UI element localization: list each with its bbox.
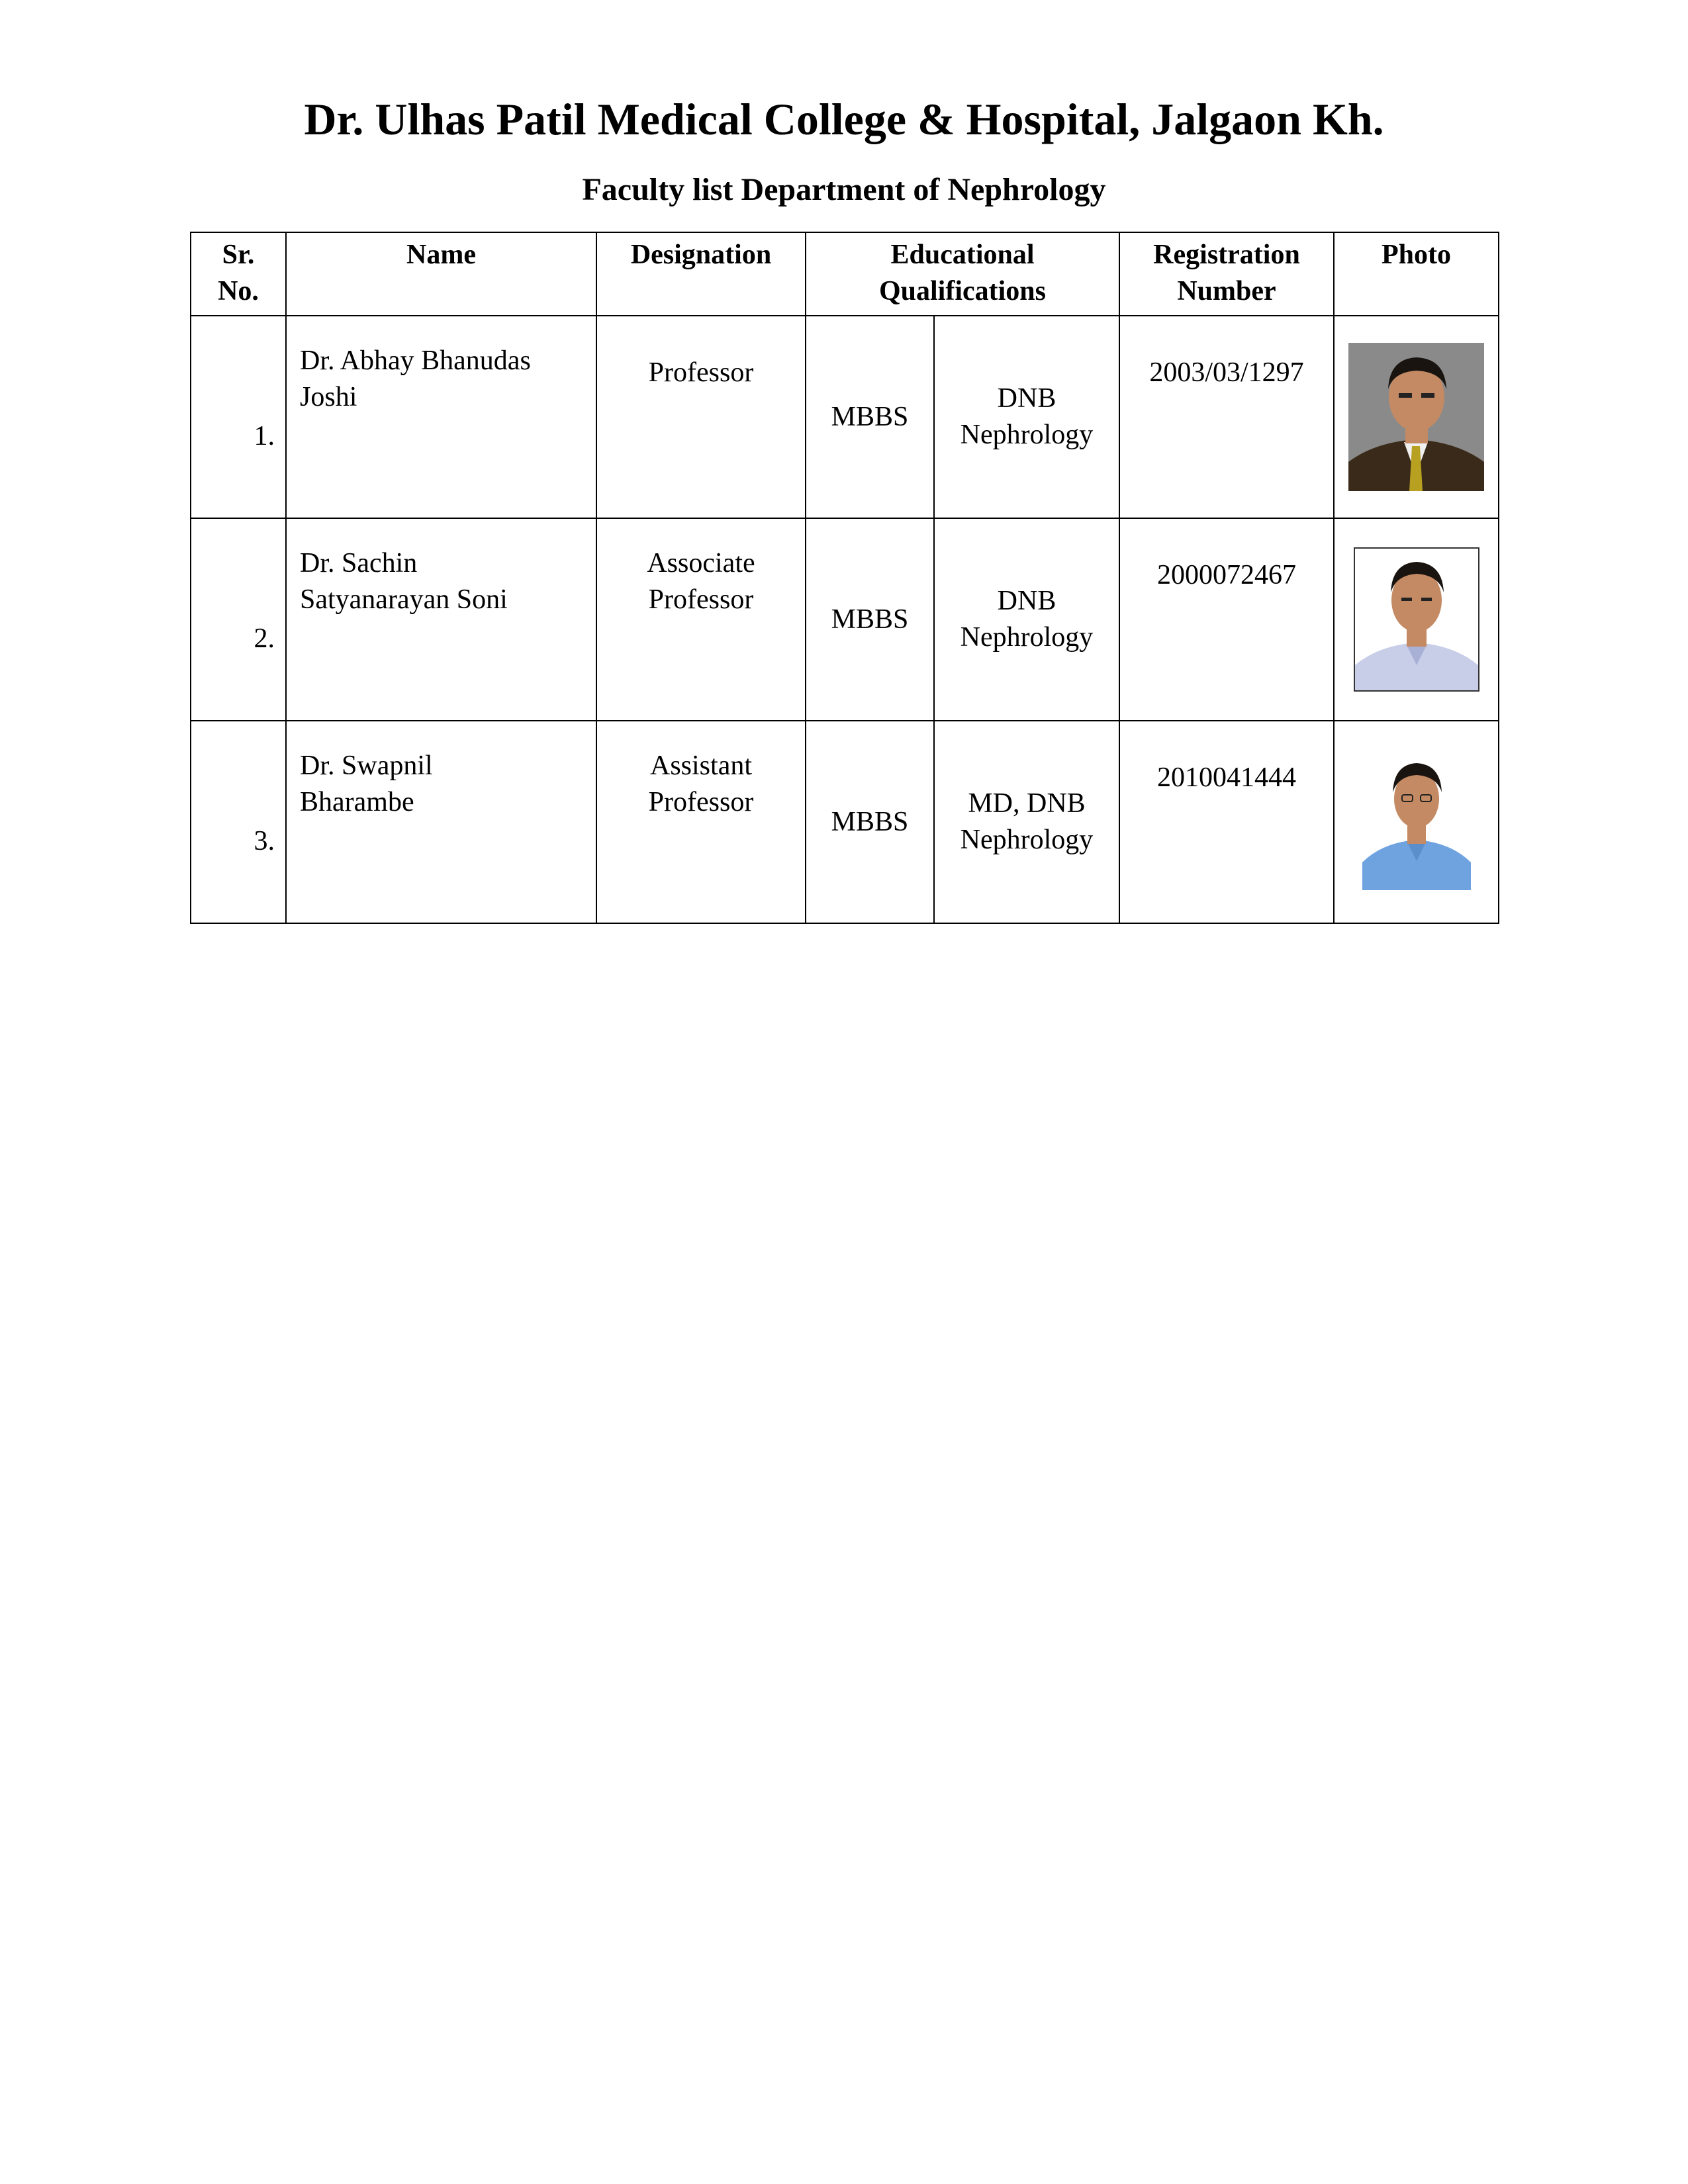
designation-cell: Professor — [596, 316, 806, 518]
page-subtitle: Faculty list Department of Nephrology — [582, 172, 1106, 207]
header-educational-qualifications: Educational Qualifications — [806, 232, 1119, 316]
name-cell: Dr. Sachin Satyanarayan Soni — [286, 518, 596, 721]
table-row — [191, 518, 1499, 721]
faculty-photo — [1354, 547, 1479, 692]
designation-cell: Associate Professor — [596, 518, 806, 721]
table-header-row — [191, 232, 1499, 316]
header-photo: Photo — [1334, 232, 1499, 316]
photo-cell — [1334, 721, 1499, 923]
portrait-icon — [1362, 754, 1471, 890]
sr-no-cell: 1. — [191, 316, 286, 518]
photo-cell — [1334, 518, 1499, 721]
qualification-primary-cell: MBBS — [806, 518, 934, 721]
faculty-table — [190, 232, 1499, 924]
sr-no-cell: 3. — [191, 721, 286, 923]
name-cell: Dr. Swapnil Bharambe — [286, 721, 596, 923]
photo-cell — [1334, 316, 1499, 518]
name-cell: Dr. Abhay Bhanudas Joshi — [286, 316, 596, 518]
qualification-primary-cell: MBBS — [806, 316, 934, 518]
faculty-photo — [1362, 754, 1471, 890]
table-row — [191, 721, 1499, 923]
faculty-photo — [1348, 343, 1484, 491]
qualification-specialty-cell: DNB Nephrology — [934, 316, 1119, 518]
qualification-specialty-cell: MD, DNB Nephrology — [934, 721, 1119, 923]
header-sr-no: Sr. No. — [191, 232, 286, 316]
sr-no-cell: 2. — [191, 518, 286, 721]
portrait-icon — [1348, 343, 1484, 491]
qualification-specialty-cell: DNB Nephrology — [934, 518, 1119, 721]
qualification-primary-cell: MBBS — [806, 721, 934, 923]
header-registration-number: Registration Number — [1119, 232, 1334, 316]
page-title: Dr. Ulhas Patil Medical College & Hospital, Jalgaon Kh. — [304, 94, 1384, 144]
header-name: Name — [286, 232, 596, 316]
table-row — [191, 316, 1499, 518]
header-designation: Designation — [596, 232, 806, 316]
registration-cell: 2003/03/1297 — [1119, 316, 1334, 518]
registration-cell: 2010041444 — [1119, 721, 1334, 923]
designation-cell: Assistant Professor — [596, 721, 806, 923]
registration-cell: 2000072467 — [1119, 518, 1334, 721]
portrait-icon — [1355, 549, 1478, 690]
